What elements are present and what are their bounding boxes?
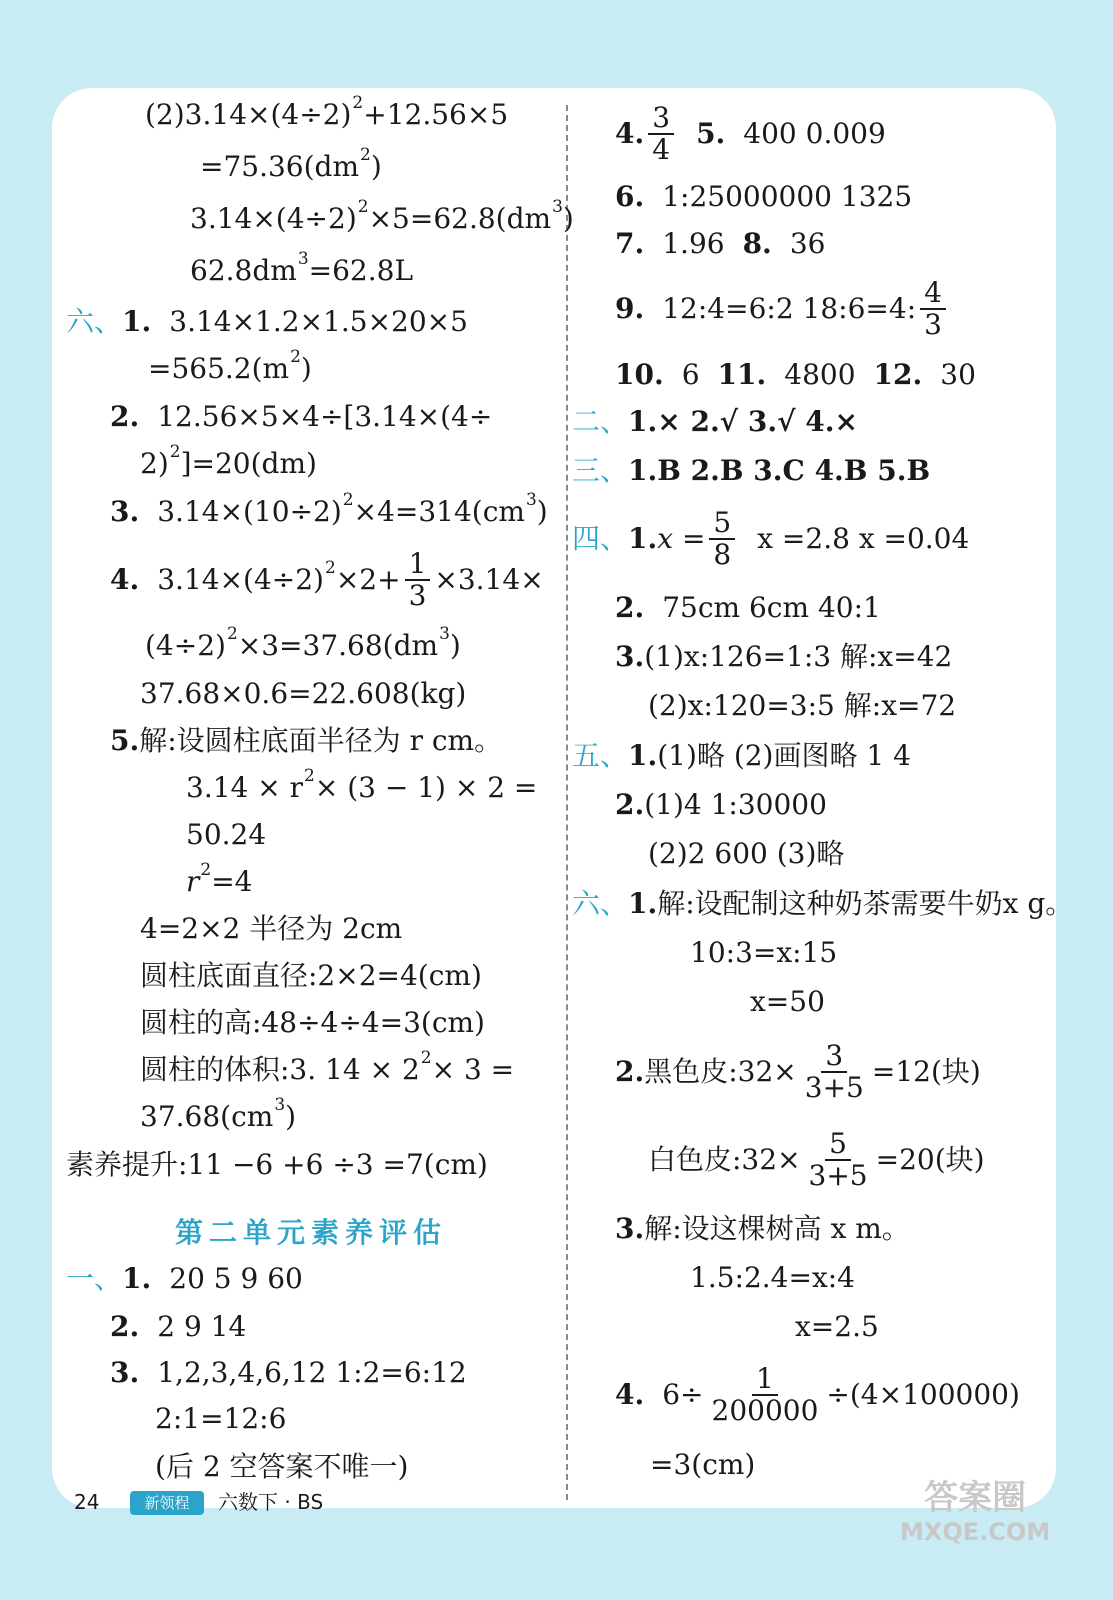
answer-line: x=50 xyxy=(750,985,825,1018)
answer-line: =75.36(dm 2 ) xyxy=(200,145,382,183)
answer-line: 10. 6 11. 4800 12. 30 xyxy=(615,358,976,391)
answer-line: (2)3.14×(4÷2) 2 +12.56×5 xyxy=(145,93,509,131)
answer-line: 二、 1.× 2.√ 3.√ 4.× xyxy=(572,405,858,438)
section-marker: 六、 xyxy=(572,887,629,920)
section-marker: 五、 xyxy=(572,739,629,772)
answer-line: 62.8dm 3 =62.8L xyxy=(190,249,414,287)
answer-line: 圆柱的高:48÷4÷4=3(cm) xyxy=(140,1006,485,1039)
answer-line: 五、 1. (1)略 (2)画图略 1 4 xyxy=(572,739,911,772)
answer-line: 4. $\frac{3}{4}$ 5. 400 0.009 xyxy=(615,101,886,166)
answer-line: 2. 黑色皮:32× $\frac{3}{3+5}$ =12(块) xyxy=(615,1039,981,1104)
answer-line: 4. 3.14×(4÷2) 2 ×2+ $\frac{1}{3}$ ×3.14× xyxy=(110,547,544,612)
answer-line: 7. 1.96 8. 36 xyxy=(615,227,826,260)
answer-line: 圆柱底面直径:2×2=4(cm) xyxy=(140,959,482,992)
answer-line: 素养提升:11 −6 +6 ÷3 =7(cm) xyxy=(66,1148,488,1181)
answer-line: (后 2 空答案不唯一) xyxy=(155,1450,409,1483)
answer-line: 50.24 xyxy=(186,818,267,851)
column-divider xyxy=(566,105,568,1500)
answer-line: 3. 解:设这棵树高 x m。 xyxy=(615,1212,910,1245)
section-marker: 四、 xyxy=(572,522,629,555)
answer-line: (4÷2) 2 ×3=37.68(dm 3 ) xyxy=(145,624,461,662)
answer-line: 圆柱的体积:3. 14 × 2 2 × 3 = xyxy=(140,1048,515,1086)
fraction: $\frac{4}{3}$ xyxy=(920,278,946,340)
section-marker: 一、 xyxy=(66,1262,123,1295)
answer-line: (2)2 600 (3)略 xyxy=(648,837,845,870)
answer-line: 2) 2 ]=20(dm) xyxy=(140,442,317,480)
answer-line: 3.14×(4÷2) 2 ×5=62.8(dm 3 ) xyxy=(190,197,574,235)
answer-line: =3(cm) xyxy=(650,1448,756,1481)
answer-line: 4=2×2 半径为 2cm xyxy=(140,912,403,945)
answer-line: 白色皮:32× $\frac{5}{3+5}$ =20(块) xyxy=(648,1127,985,1192)
answer-line: =565.2(m 2 ) xyxy=(148,347,312,385)
answer-line: 2. 2 9 14 xyxy=(110,1310,247,1343)
fraction: $\frac{5}{3+5}$ xyxy=(808,1127,868,1192)
section-marker: 六、 xyxy=(66,305,123,338)
section-heading: 第二单元素养评估 xyxy=(175,1216,448,1249)
answer-line: 3.14 × r 2 × (3 − 1) × 2 = xyxy=(186,766,538,804)
brand-badge: 新领程 xyxy=(130,1491,204,1515)
answer-line: 三、 1.B 2.B 3.C 4.B 5.B xyxy=(572,454,931,487)
answer-line: 1.5:2.4=x:4 xyxy=(690,1261,855,1294)
section-six-line: 六、 1. 3.14×1.2×1.5×20×5 xyxy=(66,305,468,338)
answer-line: 六、 1. 解:设配制这种奶茶需要牛奶x g。 xyxy=(572,887,1074,920)
answer-line: 3. (1)x:126=1:3 解:x=42 xyxy=(615,640,953,673)
answer-line: x=2.5 xyxy=(795,1310,879,1343)
watermark-logo: 答案圈 MXQE.COM xyxy=(900,1478,1051,1546)
answer-line: 一、 1. 20 5 9 60 xyxy=(66,1262,303,1295)
fraction: $\frac{3}{4}$ xyxy=(648,103,674,165)
answer-line: 2. 75cm 6cm 40:1 xyxy=(615,591,881,624)
section-marker: 二、 xyxy=(572,405,629,438)
answer-line: r 2 =4 xyxy=(186,860,253,898)
answer-line: 37.68(cm 3 ) xyxy=(140,1095,297,1133)
fraction: $\frac{3}{3+5}$ xyxy=(804,1039,864,1104)
answer-line: (2)x:120=3:5 解:x=72 xyxy=(648,689,957,722)
answer-line: 9. 12:4=6:2 18:6=4: $\frac{4}{3}$ xyxy=(615,275,950,343)
answer-line: 3. 1,2,3,4,6,12 1:2=6:12 xyxy=(110,1356,467,1389)
answer-line: 四、 1. x = $\frac{5}{8}$ x =2.8 x =0.04 xyxy=(572,506,970,571)
section-marker: 三、 xyxy=(572,454,629,487)
answer-line: 2:1=12:6 xyxy=(155,1402,287,1435)
answer-line: 4. 6÷ $\frac{1}{200000}$ ÷(4×100000) xyxy=(615,1362,1020,1427)
page-number: 24 xyxy=(74,1490,100,1514)
answer-line: 37.68×0.6=22.608(kg) xyxy=(140,677,467,710)
answer-line: 10:3=x:15 xyxy=(690,936,838,969)
answer-line: 2. 12.56×5×4÷[3.14×(4÷ xyxy=(110,400,493,433)
answer-line: 2. (1)4 1:30000 xyxy=(615,788,827,821)
subject-label: 六数下 · BS xyxy=(218,1490,324,1514)
fraction: $\frac{1}{200000}$ xyxy=(711,1362,819,1427)
answer-line: 5. 解:设圆柱底面半径为 r cm。 xyxy=(110,724,503,757)
answer-line: 3. 3.14×(10÷2) 2 ×4=314(cm 3 ) xyxy=(110,490,548,528)
fraction: $\frac{1}{3}$ xyxy=(405,549,431,611)
fraction: $\frac{5}{8}$ xyxy=(709,508,735,570)
answer-line: 6. 1:25000000 1325 xyxy=(615,180,913,213)
